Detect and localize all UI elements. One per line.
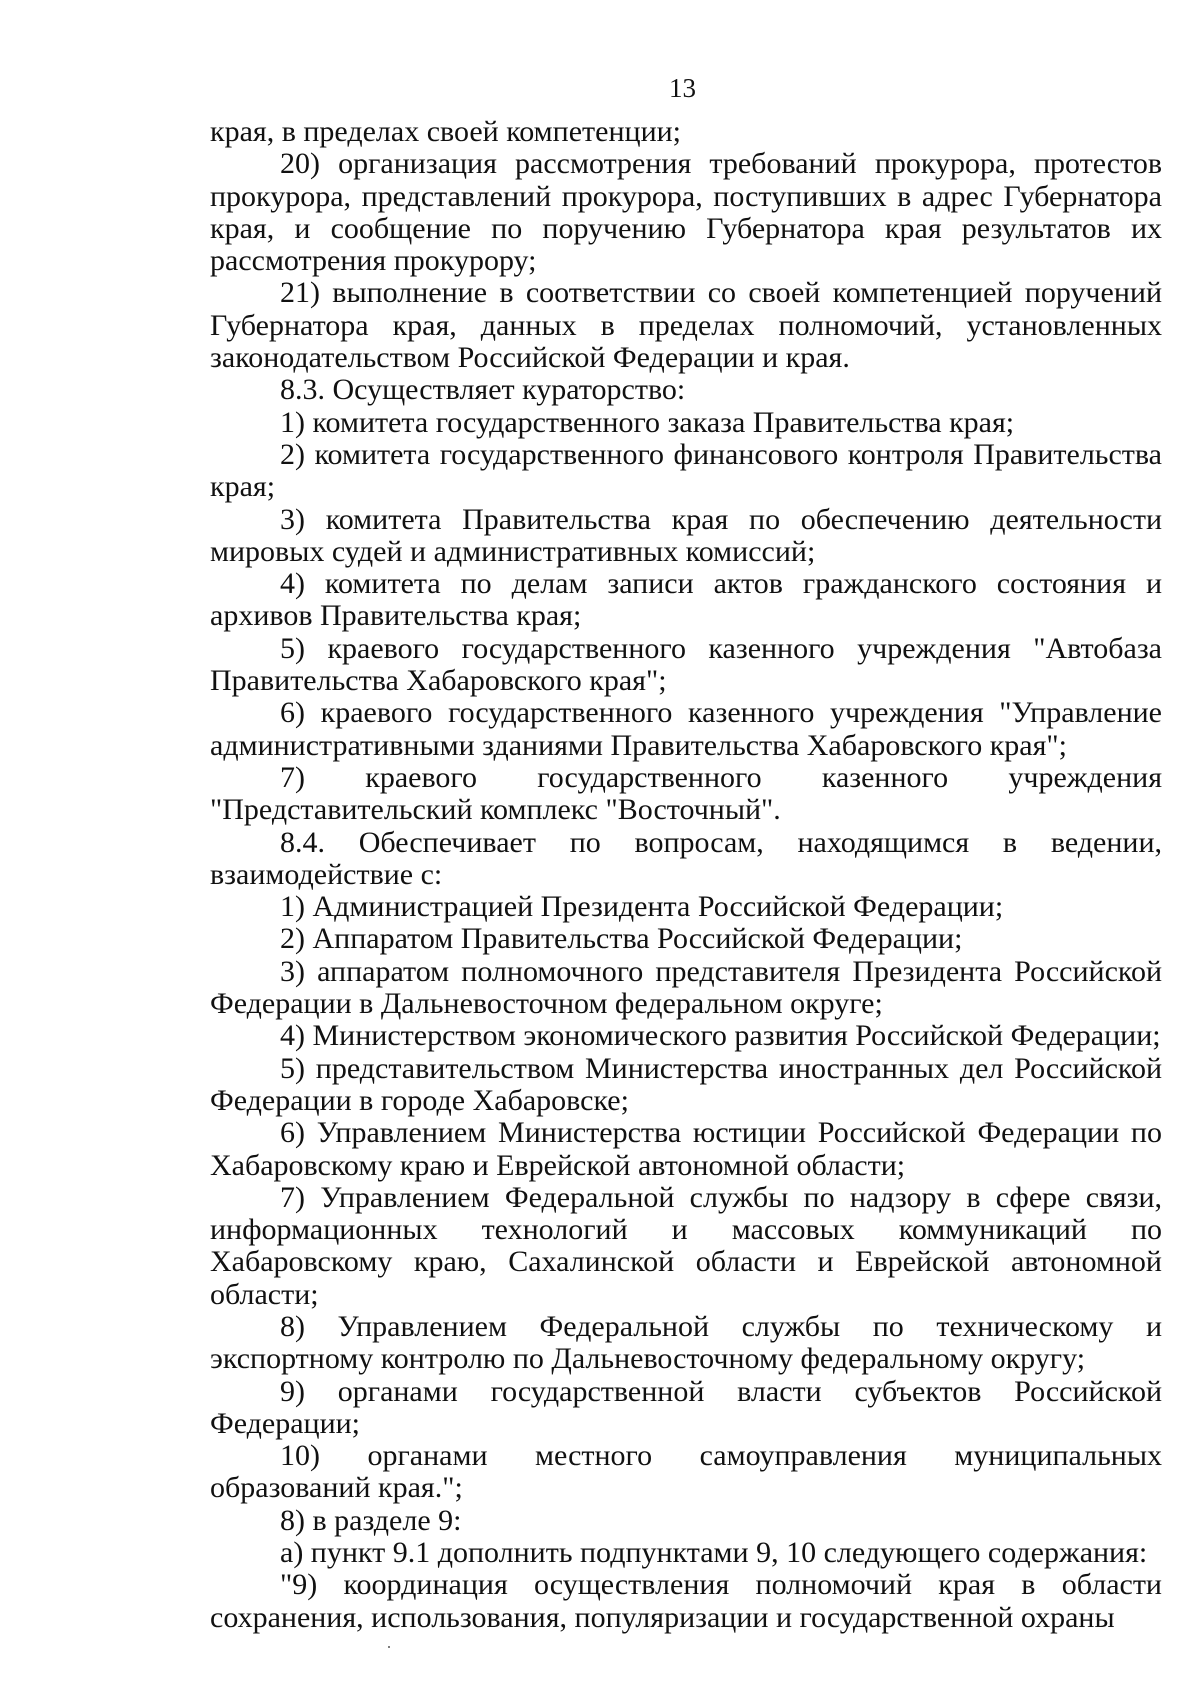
list-item: 1) Администрацией Президента Российской Федерации; [280, 890, 1004, 924]
list-item: 4) комитета по делам записи актов гражданского состояния и архивов Правительства края; [210, 567, 1162, 633]
list-item: 9) органами государственной власти субъектов Российской Федерации; [210, 1374, 1162, 1440]
document-body [210, 116, 1162, 1634]
list-item: 8) в разделе 9: [280, 1503, 462, 1537]
page-number: 13 [669, 73, 696, 103]
list-item: 3) аппаратом полномочного представителя Президента Российской Федерации в Дальневосточном федеральном округе; [210, 954, 1162, 1021]
scan-speck [388, 1646, 390, 1648]
list-item: 7) Управлением Федеральной службы по надзору в сфере связи, информационных технологий и массовых коммуникаций по Хабаровскому краю, Сахалинской области и Еврейской автономной области; [210, 1180, 1162, 1311]
list-item: 4) Министерством экономического развития Российской Федерации; [280, 1019, 1161, 1053]
paragraph: края, в пределах своей компетенции; [210, 115, 682, 148]
list-item: 1) комитета государственного заказа Правительства края; [280, 405, 1015, 439]
list-item: 5) краевого государственного казенного учреждения "Автобаза Правительства Хабаровского края"; [210, 631, 1162, 698]
list-item: 8) Управлением Федеральной службы по техническому и экспортному контролю по Дальневосточному федеральному округу; [210, 1309, 1162, 1376]
list-item: 7) краевого государственного казенного учреждения "Представительский комплекс "Восточный". [210, 760, 1162, 827]
list-item: 6) Управлением Министерства юстиции Российской Федерации по Хабаровскому краю и Еврейской автономной области; [210, 1116, 1162, 1182]
section-heading: 8.3. Осуществляет кураторство: [280, 373, 686, 407]
paragraph: 21) выполнение в соответствии со своей компетенцией поручений Губернатора края, данных в пределах полномочий, установленных законодательством Российской Федерации и края. [210, 276, 1162, 375]
list-item: а) пункт 9.1 дополнить подпунктами 9, 10 следующего содержания: [280, 1536, 1148, 1570]
list-item: 2) комитета государственного финансового контроля Правительства края; [210, 437, 1162, 504]
list-item: 5) представительством Министерства иностранных дел Российской Федерации в городе Хабаровске; [210, 1051, 1162, 1117]
list-item: 2) Аппаратом Правительства Российской Федерации; [280, 922, 963, 956]
list-item: 6) краевого государственного казенного учреждения "Управление административными зданиями Правительства Хабаровского края"; [210, 696, 1162, 762]
list-item: 3) комитета Правительства края по обеспечению деятельности мировых судей и административных комиссий; [210, 502, 1162, 568]
list-item: "9) координация осуществления полномочий края в области сохранения, использования, популяризации и государственной охраны [210, 1568, 1162, 1634]
list-item: 10) органами местного самоуправления муниципальных образований края."; [210, 1439, 1162, 1505]
paragraph: 20) организация рассмотрения требований прокурора, протестов прокурора, представлений прокурора, поступивших в адрес Губернатора края, и сообщение по поручению Губернатора края результатов их рассмотрения прокурору; [210, 147, 1162, 278]
section-heading: 8.4. Обеспечивает по вопросам, находящимся в ведении, взаимодействие с: [210, 825, 1162, 891]
